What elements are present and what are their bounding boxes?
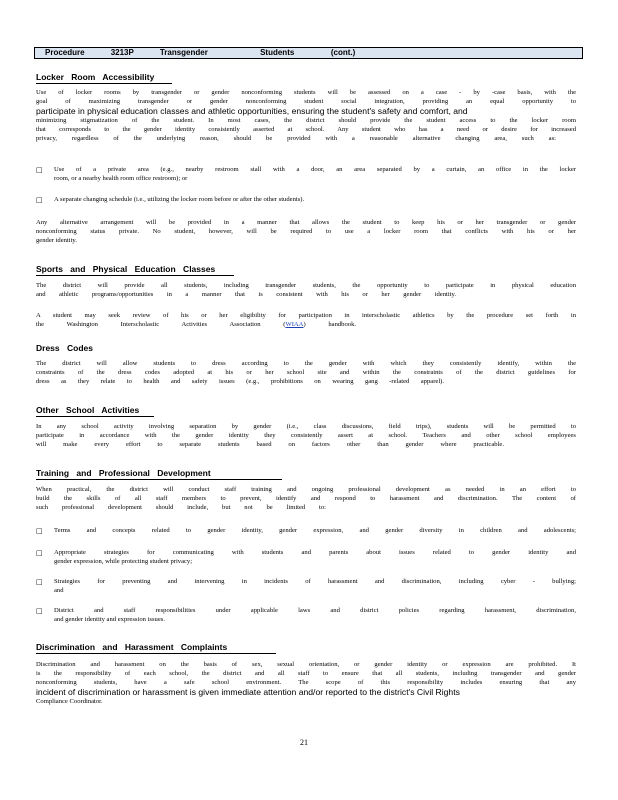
procedure-label: Procedure: [45, 48, 85, 57]
heading-underline: [36, 416, 154, 417]
heading-underline: [36, 653, 276, 654]
dress-para-line-2: constraints of the dress codes adopted at his or her school site and within the constraints of the district guidelines for: [36, 369, 576, 376]
bullet-square-icon: □: [36, 527, 43, 535]
discrimination-para-line-1: Discrimination and harassment on the basis of sex, sexual orientation, or gender identity or expression are prohibited. It: [36, 661, 576, 668]
locker-para-2-line-1: Any alternative arrangement will be provided in a manner that allows the student to keep his or her transgender or gender: [36, 219, 576, 226]
locker-para-2-line-2: nonconforming status private. No student, however, will be required to use a locker room that conflicts with his or her: [36, 228, 576, 235]
section-heading-training: Training and Professional Development: [36, 468, 211, 478]
training-bullet-3-line-1: Strategies for preventing and intervening in incidents of harassment and discrimination, including cyber - bullying;: [54, 578, 576, 585]
training-bullet-3-line-2: and: [54, 587, 64, 594]
procedure-cont: (cont.): [330, 48, 356, 57]
activities-para-line-3: will make every effort to separate students based on factors other than gender where practicable.: [36, 441, 504, 448]
bullet-square-icon: □: [36, 166, 43, 174]
sports-para-2-line-2: [36, 321, 356, 330]
locker-para-1-line-2: goal of maximizing transgender or gender nonconforming student social integration, providing an equal opportunity to: [36, 98, 576, 105]
bullet-square-icon: □: [36, 549, 43, 557]
locker-para-1-line-1: Use of locker rooms by transgender or gender nonconforming students will be assessed on a case - by -case basis, with the: [36, 89, 576, 96]
bullet-square-icon: □: [36, 196, 43, 204]
locker-bullet-2-line-1: A separate changing schedule (i.e., utilizing the locker room before or after the other students).: [54, 196, 305, 203]
bullet-square-icon: □: [36, 607, 43, 615]
locker-bullet-1-line-1: Use of a private area (e.g., nearby restroom stall with a door, an area separated by a curtain, an office in the locker: [54, 166, 576, 173]
heading-underline: [36, 275, 234, 276]
discrimination-para-line-5: Compliance Coordinator.: [36, 698, 103, 705]
procedure-title-a: Transgender: [159, 48, 208, 57]
locker-para-1-line-6: privacy, regardless of the underlying reason, should be provided with a reasonable alternative changing area, such as:: [36, 135, 556, 142]
procedure-number: 3213P: [110, 48, 134, 57]
discrimination-para-line-4: incident of discrimination or harassment is given immediate attention and/or reported to the district's Civil Rights: [36, 687, 460, 697]
training-para-line-1: When practical, the district will conduct staff training and ongoing professional development as needed in an effort to: [36, 486, 576, 493]
training-bullet-2-line-2: gender expression, while protecting student privacy;: [54, 558, 193, 565]
sports-para-1-line-2: and athletic programs/opportunities in a manner that is consistent with his or her gender identity.: [36, 291, 456, 298]
heading-underline: [36, 83, 172, 84]
sports-para-1-line-1: The district will provide all students, including transgender students, the opportunity to participate in physical education: [36, 282, 576, 289]
section-heading-discrimination: Discrimination and Harassment Complaints: [36, 642, 228, 652]
locker-para-2-line-3: gender identity.: [36, 237, 77, 244]
section-heading-activities: Other School Activities: [36, 405, 140, 415]
activities-para-line-1: In any school activity involving separation by gender (i.e., class discussions, field trips), students will be permitted to: [36, 423, 576, 430]
training-bullet-2-line-1: Appropriate strategies for communicating with students and parents about issues related to gender identity and: [54, 549, 576, 556]
training-bullet-4-line-1: District and staff responsibilities under applicable laws and district policies regarding harassment, discrimination,: [54, 607, 576, 614]
locker-para-1-line-5: that corresponds to the gender identity consistently asserted at school. Any student who has a need or desire for increased: [36, 126, 576, 133]
heading-underline: [36, 479, 282, 480]
locker-para-1-line-3: participate in physical education classes and athletic opportunities, ensuring the student's safety and comfort, and: [36, 106, 468, 116]
dress-para-line-3: dress as they relate to health and safety issues (e.g., prohibitions on wearing gang -related apparel).: [36, 378, 444, 385]
wiaa-link[interactable]: WIAA: [285, 321, 304, 328]
discrimination-para-line-3: nonconforming students, have a safe school environment. The scope of this responsibility includes ensuring that any: [36, 679, 576, 686]
sports-para-2-text-post: ) handbook.: [303, 321, 357, 328]
sports-para-2-line-1: A student may seek review of his or her eligibility for participation in interscholastic athletics by the procedure set forth in: [36, 312, 576, 319]
page-number: 21: [300, 738, 308, 747]
procedure-header-bar: [34, 47, 583, 59]
discrimination-para-line-2: is the responsibility of each school, the district and all staff to ensure that all students, including transgender and gender: [36, 670, 576, 677]
training-bullet-4-line-2: and gender identity and expression issues.: [54, 616, 165, 623]
sports-para-2-text-pre: the Washington Interscholastic Activities Association (: [36, 321, 286, 328]
bullet-square-icon: □: [36, 578, 43, 586]
locker-para-1-line-4: minimizing stigmatization of the student. In most cases, the district should provide the student access to the locker room: [36, 117, 576, 124]
section-heading-locker-room: Locker Room Accessibility: [36, 72, 155, 82]
section-heading-dress-codes: Dress Codes: [36, 343, 93, 353]
dress-para-line-1: The district will allow students to dress according to the gender with which they consistently identify, within the: [36, 360, 576, 367]
training-para-line-3: such professional development should include, but not be limited to:: [36, 504, 326, 511]
activities-para-line-2: participate in accordance with the gender identity they consistently assert at school. Teachers and other school employees: [36, 432, 576, 439]
training-para-line-2: build the skills of all staff members to prevent, identify and respond to harassment and discrimination. The content of: [36, 495, 576, 502]
training-bullet-1-line-1: Terms and concepts related to gender identity, gender expression, and gender diversity in children and adolescents;: [54, 527, 576, 534]
locker-bullet-1-line-2: room, or a nearby health room office restroom); or: [54, 175, 188, 182]
section-heading-sports: Sports and Physical Education Classes: [36, 264, 216, 274]
procedure-title-b: Students: [260, 48, 295, 57]
